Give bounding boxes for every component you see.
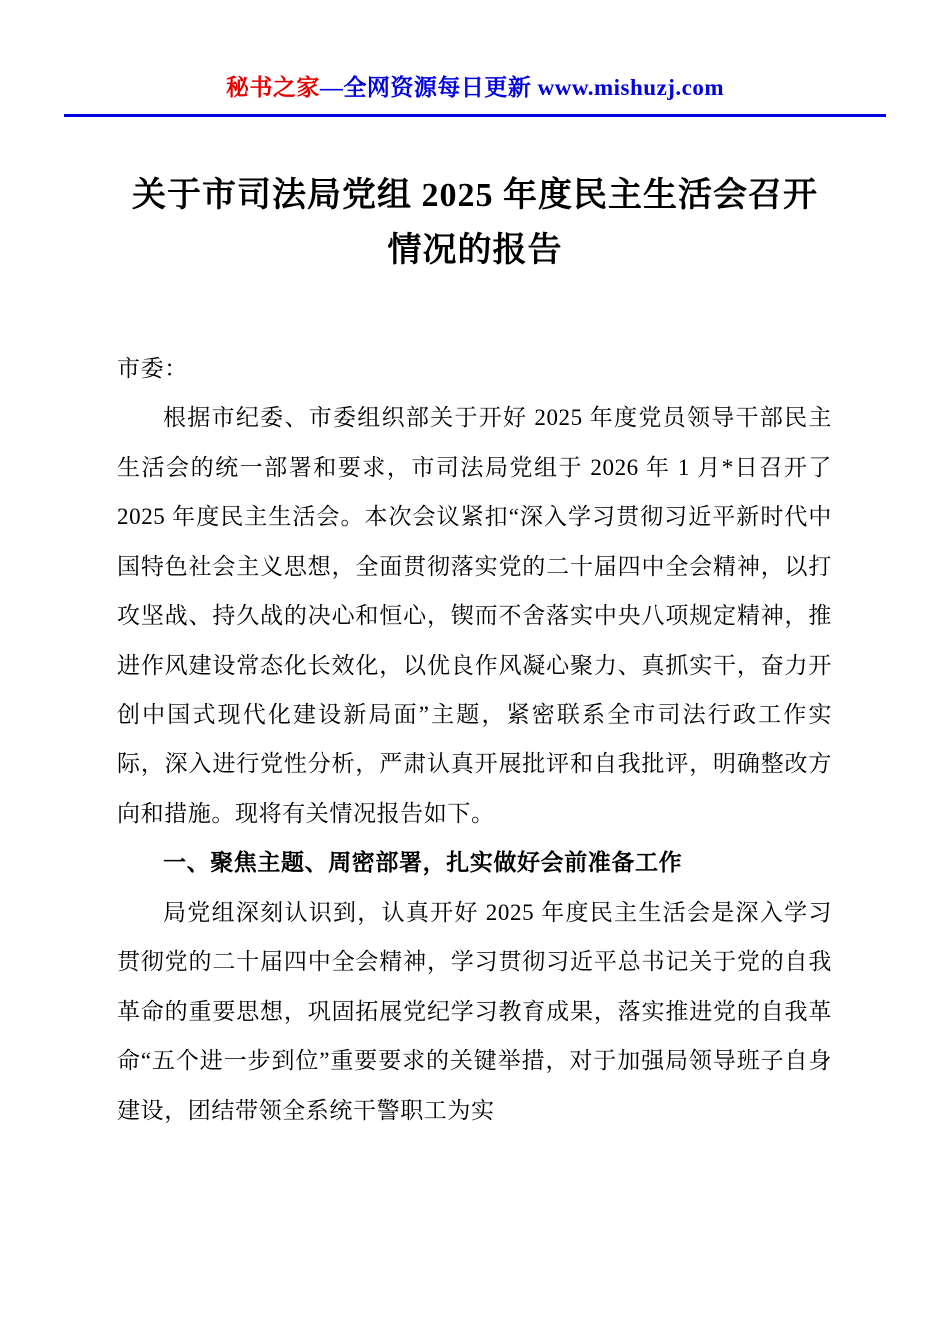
salutation: 市委：: [117, 355, 188, 381]
section-heading-1: 一、聚焦主题、周密部署，扎实做好会前准备工作: [163, 850, 683, 876]
header-divider: [64, 114, 886, 117]
site-url-link[interactable]: www.mishuzj.com: [537, 75, 725, 100]
site-header: [0, 72, 950, 104]
document-title-line-1: 关于市司法局党组 2025 年度民主生活会召开: [132, 177, 818, 215]
site-tagline: —全网资源每日更新: [319, 75, 538, 100]
document-title: [100, 169, 850, 278]
document-body: [117, 344, 832, 1135]
site-brand: 秘书之家: [225, 75, 320, 100]
paragraph-section-1: 局党组深刻认识到，认真开好 2025 年度民主生活会是深入学习贯彻党的二十届四中全会精神，学习贯彻习近平总书记关于党的自我革命的重要思想，巩固拓展党纪学习教育成果，落实推进党的自我革命“五个进一步到位”重要要求的关键举措，对于加强局领导班子自身建设，团结带领全系统干警职工为实: [117, 899, 832, 1123]
document-title-line-2: 情况的报告: [387, 231, 563, 269]
paragraph-intro: 根据市纪委、市委组织部关于开好 2025 年度党员领导干部民主生活会的统一部署和要求，市司法局党组于 2026 年 1 月*日召开了 2025 年度民主生活会。本次会议紧扣“深入学习贯彻习近平新时代中国特色社会主义思想，全面贯彻落实党的二十届四中全会精神，以打攻坚战、持久战的决心和恒心，锲而不舍落实中央八项规定精神，推进作风建设常态化长效化，以优良作风凝心聚力、真抓实干，奋力开创中国式现代化建设新局面”主题，紧密联系全市司法行政工作实际，深入进行党性分析，严肃认真开展批评和自我批评，明确整改方向和措施。现将有关情况报告如下。: [117, 405, 832, 826]
